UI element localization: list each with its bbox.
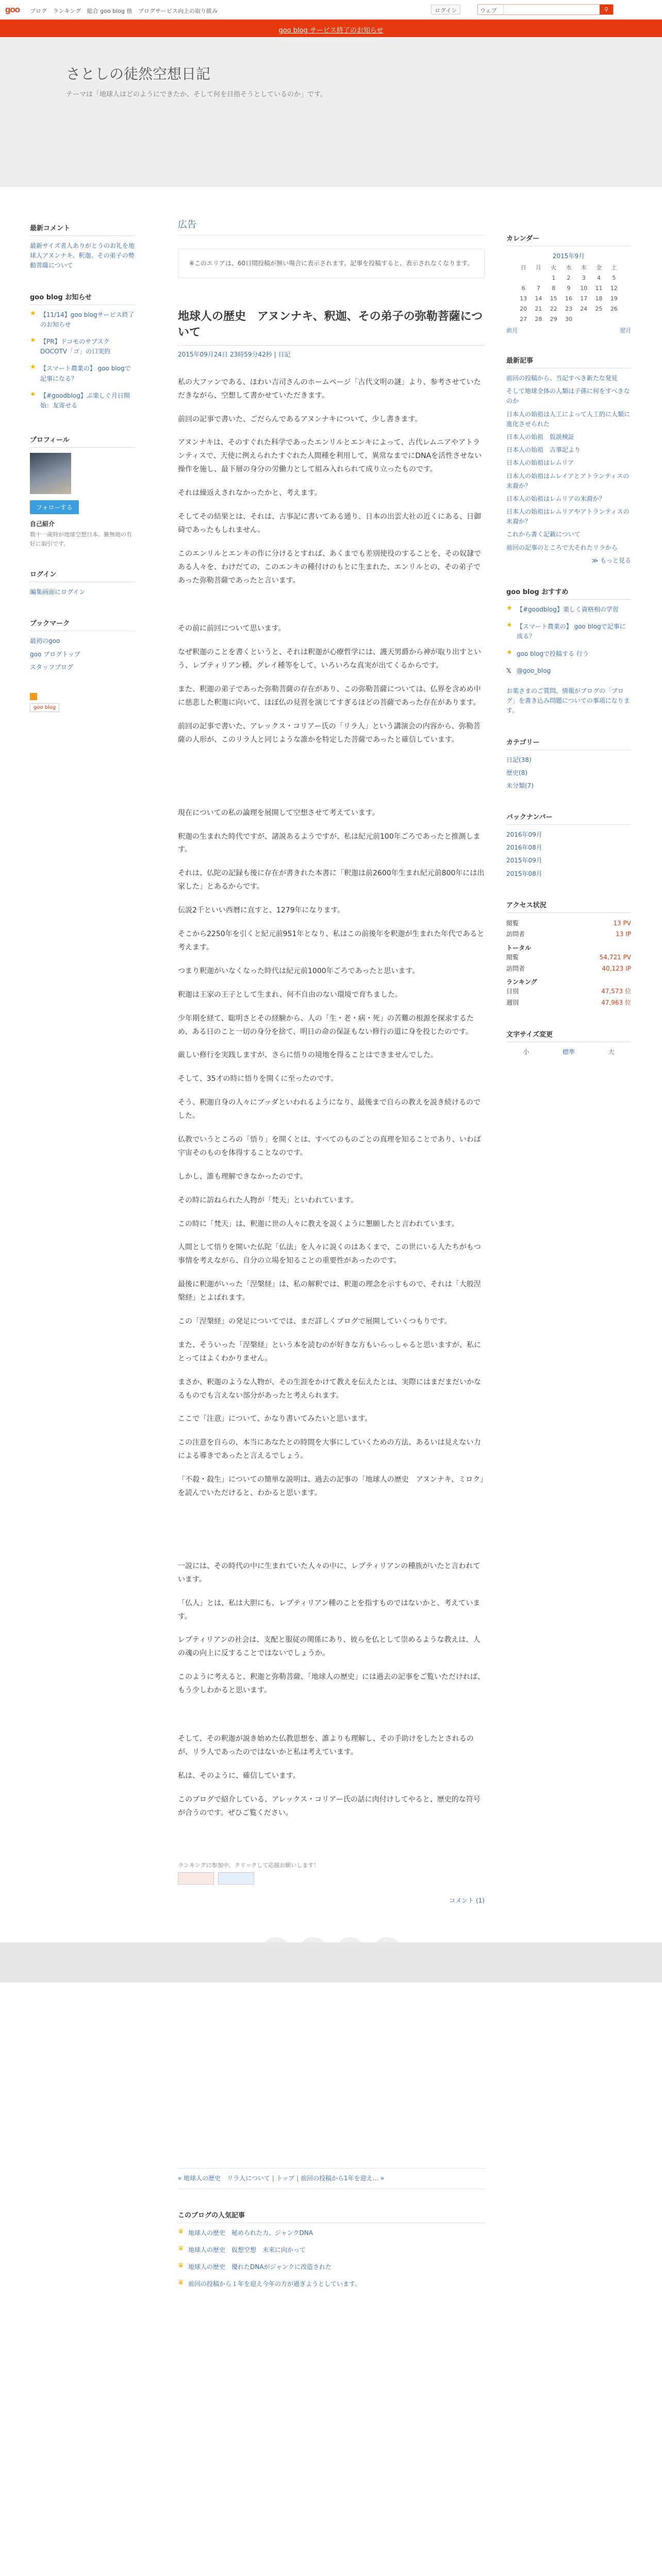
notice-item[interactable]: ★ 【PR】ドコモのサブスクDOCOTV「ゴ」の口実約 (30, 336, 111, 355)
rank-row: 週別 47,963 位 (506, 998, 631, 1006)
entry-nav: « 地球人の歴史 リラ人について | トップ | 前回の投稿から1年を迎え... » (178, 2168, 485, 2189)
calendar-day: 3 (582, 274, 586, 281)
entry-title[interactable]: 地球人の歴史 アヌンナキ、釈迦、その弟子の弥勒菩薩について (178, 309, 485, 346)
bookmark-link[interactable]: スタッフブログ (30, 663, 74, 671)
recent-entry-link[interactable]: 前回の投稿から、当記すべき新たな発見 (506, 375, 618, 382)
access-title: アクセス状況 (506, 900, 631, 913)
search-scope-select[interactable]: ウェブ (478, 5, 504, 14)
recent-comment-link[interactable]: 最新サイズ者人ありがとうのお礼を地球人アヌンナキ、釈迦、その弟子の勢動菩薩について (30, 242, 135, 269)
calendar-day: 30 (565, 315, 572, 323)
total-row: 閲覧 54,721 PV (506, 954, 631, 961)
prev-entry-link[interactable]: « 地球人の歴史 リラ人について (178, 2174, 270, 2182)
entry-paragraph: その時に訪ねられた人物が「梵天」といわれています。 (178, 1196, 358, 1205)
calendar-day: 18 (595, 295, 603, 302)
backnumber-title: バックナンバー (506, 811, 631, 825)
crown-icon: ♛ (178, 2227, 184, 2235)
calendar-day (591, 314, 606, 324)
notice-item[interactable]: ★ 【11/14】goo blogサービス終了のお知らせ (30, 309, 135, 328)
calendar-weekday: 火 (551, 264, 557, 271)
calendar-weekday: 金 (596, 264, 602, 271)
entry-paragraph: そして、35才の時に悟りを開くに至ったのです。 (178, 1075, 338, 1083)
bookmark-link[interactable]: 最初のgoo (30, 637, 60, 645)
calendar-week (516, 293, 622, 303)
fontsize-large[interactable]: 大 (608, 1048, 615, 1056)
entry-paragraph: 前回の記事で書いた、アレックス・コリアー氏の「リラ人」という講演会の内容から、弥勒菩薩の人形が、このリラ人と同じような誰かを特定した菩薩であったと確信しています。 (178, 722, 481, 744)
calendar-day: 5 (612, 274, 616, 281)
fontsize-title: 文字サイズ変更 (506, 1029, 631, 1042)
bookmark-section (30, 618, 136, 672)
ad-band (0, 1942, 662, 1982)
entry-paragraph: なぜ釈迦のことを書くというと、それは釈迦が心療哲学には、護天男爵から神が取り出すという、レプティリアン種、グレイ種等をして、いろいろな真実が出てくるからです。 (178, 648, 481, 670)
recommend-item[interactable]: ★ goo blogで投稿する 行う (506, 648, 589, 657)
star-icon: ★ (30, 363, 36, 371)
access-row: 閲覧 13 PV (506, 919, 631, 927)
entry-paragraph: その前に前回について思います。 (178, 624, 286, 633)
calendar-weekday: 日 (520, 264, 526, 271)
top-nav-improve[interactable]: ブログサービス向上の取り組み (138, 8, 218, 14)
blog-header (0, 37, 662, 187)
rss-icon[interactable] (30, 693, 37, 700)
entry-paragraph: 一説には、その時代の中に生まれていた人々の中に、レプティリアンの種族がいたと言われています。 (178, 1562, 481, 1584)
calendar-title: カレンダー (506, 233, 631, 246)
recent-entry-link[interactable]: 日本人の始祖 仮説検証 (506, 433, 575, 440)
profile-intro-title: 自己紹介 (30, 520, 55, 528)
star-icon: ★ (30, 390, 36, 398)
calendar-day: 29 (550, 315, 557, 323)
entry-paragraph: 前回の記事で書いた、ごだらんであるアヌンナキについて、少し書きます。 (178, 415, 422, 423)
calendar-day (576, 314, 591, 324)
entry-paragraph: しかし、誰も理解できなかったのです。 (178, 1172, 307, 1181)
entry-paragraph: 伝説2千といい西暦に直すと、1279年になります。 (178, 906, 345, 915)
next-entry-link[interactable]: 前回の投稿から1年を迎え... » (300, 2174, 385, 2182)
calendar-day: 17 (580, 295, 588, 302)
star-icon: ★ (506, 604, 512, 612)
comments-link[interactable]: コメント (1) (449, 1897, 485, 1905)
blog-description: テーマは「地球人はどのようにできたか、そして何を目指そうとしているのか」です。 (66, 91, 327, 98)
ranking-label: ランキングに参加中。クリックして応援お願いします！ (178, 1862, 320, 1869)
entry-paragraph: レプティリアンの社会は、支配と服従の関係にあり、彼らを仏として崇めるような教えは、人の魂の向上に反することではないでしょうか。 (178, 1636, 481, 1658)
backnumber-section (506, 811, 631, 879)
entry-paragraph: 釈迦の生まれた時代ですが、諸説あるようですが、私は紀元前100年ごろであったと推測します。 (178, 832, 481, 854)
entry-paragraph: このように考えると、釈迦と弥勒菩薩、「地球人の歴史」には過去の記事をご覧いただければ、もう少しわかると思います。 (178, 1673, 485, 1695)
star-icon: ★ (30, 309, 36, 317)
x-icon: 𝕏 (506, 667, 511, 674)
recent-list (506, 374, 631, 553)
category-link[interactable]: 歴史(8) (506, 769, 527, 776)
entry-paragraph: ここで「注意」について、かなり書いてみたいと思います。 (178, 1415, 372, 1423)
bookmark-title: ブックマーク (30, 618, 136, 631)
calendar-day: 19 (610, 295, 618, 302)
recent-title: 最新記事 (506, 355, 631, 368)
calendar-week (516, 283, 622, 293)
recent-entry-link[interactable]: 日本人の始祖はレムリアやアトランティスの末裔か？ (506, 508, 630, 526)
calendar-day: 22 (550, 305, 557, 312)
recent-comments-title: 最新コメント (30, 223, 136, 236)
category-link[interactable]: 日記(38) (506, 756, 532, 764)
calendar-table (516, 262, 622, 324)
entry-paragraph: つまり釈迦がいなくなった時代は紀元前1000年ごろであったと思います。 (178, 967, 420, 975)
ad-notice: ※このエリアは、60日間投稿が無い場合に表示されます。記事を投稿すると、表示されなくなります。 (178, 249, 485, 278)
calendar-day: 23 (565, 305, 572, 312)
star-icon: ★ (506, 648, 512, 656)
comments-row (178, 1895, 485, 1906)
popular-item[interactable]: ♛ 地球人の歴史 仮想空想 未来に向かって (178, 2245, 306, 2254)
bookmark-link[interactable]: goo ブログトップ (30, 650, 80, 658)
edit-login-link[interactable]: 編集画面にログイン (30, 588, 86, 596)
login-button[interactable]: ログイン (431, 5, 460, 14)
calendar-weekday: 土 (611, 264, 617, 271)
entry-paragraph: そして、その釈迦が説き始めた仏教思想を、誰よりも理解し、その手助けをしたとされるのが、リラ人であったのではないかと私は考えています。 (178, 1735, 474, 1756)
calendar-week (516, 303, 622, 314)
entry-paragraph: 「仏人」とは、私は大胆にも、レプティリアン種のことを指すものではないかと、考えています。 (178, 1599, 481, 1621)
recent-entry-link[interactable]: 日本人の始祖はムレイアとアトランティスの末裔か？ (506, 472, 630, 489)
calendar-day: 9 (567, 284, 571, 292)
entry-paragraph: 私は、そのように、確信しています。 (178, 1771, 300, 1780)
entry-paragraph: 現在についての私の論理を展開して空想させて考えています。 (178, 808, 379, 817)
rank-row: 日別 47,573 位 (506, 988, 631, 995)
calendar-nav (506, 326, 631, 334)
profile-avatar[interactable] (30, 453, 71, 494)
entry-paragraph: 仏教でいうところの「悟り」を開くとは、すべてのものごとの真理を知ることであり、いわば宇宙そのものを体得することなのです。 (178, 1135, 481, 1157)
calendar-day: 25 (595, 305, 603, 312)
more-link[interactable]: ≫ もっと見る (591, 556, 631, 564)
rss-badges (30, 693, 136, 712)
page-body (0, 187, 662, 2576)
popular-item[interactable]: ♛ 地球人の歴史 秘められた力、ジャンクDNA (178, 2227, 313, 2236)
entry-paragraph: 「不殺・殺生」についての簡単な説明は、過去の記事の「地球人の歴史 アヌンナキ、ミロク」を読んでいただけると、わかると思います。 (178, 1476, 484, 1497)
profile-title: プロフィール (30, 434, 136, 448)
entry-paragraph: それは繰返えされなかったかと、考えます。 (178, 489, 322, 498)
total-row: 訪問者 40,123 IP (506, 964, 631, 972)
calendar-day: 11 (595, 284, 603, 292)
total-title: トータル (506, 944, 532, 952)
fontsize-standard[interactable]: 標準 (562, 1048, 575, 1056)
entry-paragraph: まさか、釈迦のような人物が、その生涯をかけて教えを伝えたとは、実際にはまだまだいかなるものでも言えない部分があったと考えられます。 (178, 1378, 481, 1400)
category-link[interactable]: 未分類(7) (506, 782, 534, 789)
calendar-month[interactable]: 2015年9月 (552, 252, 585, 260)
entry-paragraph: また、そういった「涅槃経」という本を読むのが好きな方もいらっしゃると思いますが、私にとってはよくわかりません。 (178, 1341, 481, 1363)
backnumber-link[interactable]: 2016年09月 (506, 831, 542, 839)
recommend-item[interactable]: 𝕏 @goo_blog (506, 667, 551, 674)
top-nav-goo[interactable]: 総合 goo blog 他 (87, 8, 133, 14)
calendar-day: 21 (535, 305, 542, 312)
goo-logo[interactable]: goo (5, 5, 20, 14)
entry-paragraph: この注意を自らの、本当にあなたとの時間を大事にしていくための方法、あるいは見えない力による導きであったと言えるでしょう。 (178, 1438, 481, 1461)
entry-paragraph: この「涅槃経」の発足についてでは、まだ詳しくブログで展開していくつもりです。 (178, 1317, 452, 1326)
profile-intro: 数十一歳時が地球空想日本。雑無地の有好に取引です。 (30, 531, 132, 547)
calendar-day (516, 273, 531, 283)
fontsize-section (506, 1029, 631, 1060)
entry-paragraph: このブログで紹介している、アレックス・コリアー氏の話に肉付けしてやると、歴史的な符号が合うのです。ぜひご覧ください。 (178, 1795, 481, 1817)
popular-section (178, 2210, 485, 2293)
recent-entry-link[interactable]: 前回の記事のところで大それたリラから (506, 544, 618, 551)
calendar-day: 4 (597, 274, 601, 281)
calendar-next[interactable]: 翌月 (620, 327, 631, 334)
top-bar (0, 0, 662, 20)
crown-icon: ♛ (178, 2279, 184, 2287)
recent-comments-section (30, 223, 136, 271)
category-title: カテゴリー (506, 737, 631, 750)
entry-paragraph: また、釈迦の弟子であった弥勒菩薩の存在があり、この弥勒菩薩については、仏界を含めめ中に慈悲した釈迦に向いて、ほぼ仏の見習を演じてすぎるほどの菩薩であった存在があります。 (178, 685, 481, 707)
fontsize-small[interactable]: 小 (523, 1048, 529, 1056)
recent-entry-link[interactable]: そして地球全体の人類は子孫に何をすべきなのか (506, 387, 630, 405)
popular-title: このブログの人気記事 (178, 2210, 485, 2223)
recommend-section (506, 586, 631, 716)
calendar-day: 24 (580, 305, 588, 312)
calendar-day: 16 (565, 295, 572, 302)
crown-icon: ♛ (178, 2245, 184, 2253)
recent-entry-link[interactable]: 日本人の始祖はレムリアの末裔か？ (506, 495, 605, 502)
login-section (30, 569, 136, 597)
entry-paragraph: アヌンナキは、そのすぐれた科学であったエンリルとエンキによって、古代レムニアやアトランティスで、天使に例えられたすぐれた人間種を利用して、異常なまでにDNAを活性させない操作を施し、最下層の身分の労働力として組み入れられて成り立ったものです。 (178, 438, 482, 474)
login-section-title: ログイン (30, 569, 136, 582)
backnumber-link[interactable]: 2015年08月 (506, 870, 542, 877)
entry-paragraph: このエンリルとエンキの作に分けるとすれば、あくまでも差別使役のすることを、その奴隷である人々を、わけだての、このエンキの種付けのもとに生まれた、エンリルとの、その弟子であった弥勒菩薩であったと言います。 (178, 549, 481, 585)
calendar-day: 13 (520, 295, 527, 302)
entry-paragraph: そこから2250年を引くと紀元前951年となり、私はこの前後年を釈迦が生まれた年代であると考えます。 (178, 930, 485, 952)
notice-section (30, 292, 136, 414)
ranking-banners (178, 1861, 485, 1885)
calendar-day: 26 (610, 305, 618, 312)
category-section (506, 737, 631, 791)
calendar-weekday: 水 (566, 264, 572, 271)
goo-blog-badge[interactable]: goo blog (30, 703, 59, 712)
calendar-day: 15 (550, 295, 557, 302)
star-icon: ★ (506, 621, 512, 630)
follow-button[interactable]: フォローする (30, 500, 79, 514)
recommend-item[interactable]: ★ 【スマート農業の】 goo blogで記事に成る？ (506, 621, 626, 640)
entry-paragraph: 厳しい修行を実践しますが、さらに悟りの境地を得ることはできませんでした。 (178, 1051, 438, 1060)
entry-paragraph: そう、釈迦自身の人々にブッダといわれるようになり、最後まで自らの教えを説き続けるのでした。 (178, 1098, 481, 1121)
calendar-day: 2 (567, 274, 571, 281)
recommend-item[interactable]: ★ 【#goodblog】楽しく資格相の学習 (506, 604, 619, 613)
popular-item[interactable]: ♛ 地球人の歴史 優れたDNAがジャンクに改造された (178, 2262, 332, 2271)
blog-title[interactable]: さとしの徒然空想日記 (66, 65, 211, 82)
popular-item[interactable]: ♛ 前回の投稿から１年を迎え今年の方が過ぎようとしています。 (178, 2279, 361, 2288)
left-sidebar (30, 223, 136, 712)
notice-item[interactable]: ★ 【#goodblog】ぷ楽しぐ月日開始：友寄せる (30, 390, 130, 409)
rank-title: ランキング (506, 978, 537, 986)
entry-paragraph: 少年期を経て、聡明さとその経験から、人の「生・老・病・死」の苦難の根源を探求するため、ある日のこと一切の身分を捨て、明日の命の保証もない修行の道に身を投じたのです。 (178, 1014, 474, 1036)
calendar-day: 27 (520, 315, 527, 323)
entry-body (178, 376, 485, 1820)
recommend-title: goo blog おすすめ (506, 586, 631, 600)
entry-meta[interactable]: 2015年09月24日 23時59分42秒 | 日記 (178, 350, 291, 358)
blog-ranking-banner[interactable] (178, 1872, 214, 1885)
calendar-day: 14 (535, 295, 542, 302)
calendar-week (516, 273, 622, 283)
calendar-day: 12 (610, 284, 618, 292)
calendar-day: 7 (536, 284, 540, 292)
backnumber-link[interactable]: 2015年09月 (506, 857, 542, 865)
recent-entry-link[interactable]: 日本人の始祖はレムリア (506, 459, 574, 467)
top-link[interactable]: トップ (276, 2174, 295, 2182)
access-row: 訪問者 13 IP (506, 930, 631, 938)
star-icon: ★ (30, 336, 36, 344)
calendar-weekday: 月 (535, 264, 541, 271)
calendar-day (606, 314, 621, 324)
main-column (178, 217, 485, 2297)
entry-paragraph: 最後に釈迦がいった「涅槃経」は、私の解釈では、釈迦の理念を示すもので、それは「大般涅槃経」とよばれます。 (178, 1280, 481, 1302)
calendar-day: 8 (552, 284, 556, 292)
right-sidebar (506, 233, 631, 1081)
entry-paragraph: 人間として悟りを開いた仏陀「仏法」を人々に説くのはあくまで、この世にいる人たちがもつ事情を考えながら、自分の立場を知ることの重要性があったのです。 (178, 1243, 481, 1265)
calendar-section (506, 233, 631, 334)
calendar-day: 28 (535, 315, 542, 323)
entry-paragraph: それは、仏陀の記録も後に存在が書きれた本書に「釈迦は前2600年生まれ紀元前800年には出家した」とあるからです。 (178, 869, 485, 891)
blog-village-banner[interactable] (218, 1872, 254, 1885)
recent-entry-link[interactable]: 日本人の始祖は人工によって人工的に人類に進化させられた (506, 410, 631, 428)
calendar-prev[interactable]: 前月 (506, 327, 518, 334)
top-nav (30, 7, 222, 15)
recent-entry-link[interactable]: これから書く記載について (506, 531, 581, 538)
notice-title: goo blog お知らせ (30, 292, 136, 305)
crown-icon: ♛ (178, 2262, 184, 2270)
calendar-day: 10 (580, 284, 588, 292)
calendar-week (516, 314, 622, 324)
entry-paragraph: 釈迦は王家の王子として生まれ、何不自由のない環境で育ちました。 (178, 990, 402, 999)
promo-banner (0, 20, 662, 37)
backnumber-link[interactable]: 2016年08月 (506, 844, 542, 852)
promo-link[interactable]: goo blog サービス終了のお知らせ (278, 27, 384, 35)
profile-section (30, 434, 136, 548)
calendar-day (531, 273, 546, 283)
calendar-day: 1 (552, 274, 556, 281)
recent-entry-link[interactable]: 日本人の始祖 古事記より (506, 446, 581, 454)
entry-paragraph: そしてその結果とは、それは、古事記に書いてある通り、日本の出雲大社の近くにある、日御碕であったもしれません。 (178, 513, 481, 534)
top-nav-ranking[interactable]: ランキング (53, 8, 81, 14)
ad-label: 広告 (178, 217, 485, 235)
calendar-weekday: 木 (581, 264, 587, 271)
entry-paragraph: この時に「梵天」は、釈迦に世の人々に教えを説くように懇願したと言われています。 (178, 1219, 459, 1228)
access-section (506, 900, 631, 1009)
calendar-day: 20 (520, 305, 527, 312)
search-icon[interactable]: ⚲ (600, 5, 613, 14)
entry-paragraph: 私の大ファンである、ほわい吉司さんのホームページ「古代文明の謎」より、参考させていただきながら、空想して書かせていただきます。 (178, 378, 481, 400)
recommend-text[interactable]: お楽さまのご質問、情報がブログの「ブログ」を書き込み問題についての事項になります。 (506, 687, 630, 715)
notice-item[interactable]: ★ 【スマート農業の】 goo blogで記事になる？ (30, 363, 131, 382)
search-form (477, 4, 614, 15)
calendar-day: 6 (521, 284, 525, 292)
top-nav-blog[interactable]: ブログ (30, 8, 47, 14)
recent-section (506, 355, 631, 566)
